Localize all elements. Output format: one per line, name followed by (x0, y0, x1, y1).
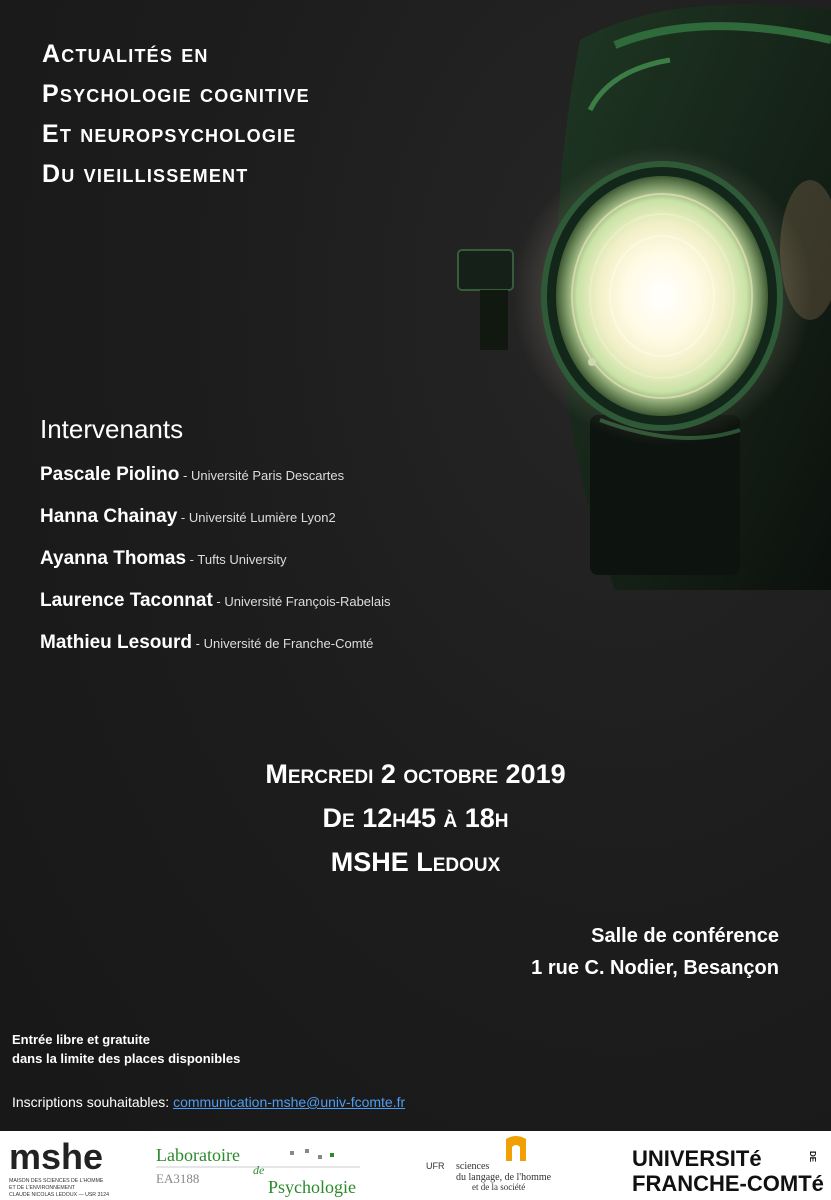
title-line: Psychologie cognitive (42, 80, 310, 108)
mshe-line3: CLAUDE NICOLAS LEDOUX — USR 3124 (9, 1192, 110, 1198)
title-line: Actualités en (42, 40, 209, 68)
speaker-item (40, 628, 540, 670)
ufr-line3: et de la société (472, 1182, 526, 1192)
mshe-logo (8, 1131, 128, 1200)
logo-bar (0, 1131, 831, 1200)
registration (12, 1094, 405, 1110)
mshe-line1: MAISON DES SCIENCES DE L'HOMME (9, 1178, 104, 1184)
venue-info (531, 920, 779, 984)
mshe-wordmark: mshe (9, 1136, 104, 1177)
speaker-item (40, 460, 540, 502)
lab-top: Laboratoire (156, 1145, 240, 1165)
ufc-line1: UNIVERSITé (632, 1146, 762, 1171)
registration-label: Inscriptions souhaitables: (12, 1094, 174, 1110)
event-title (42, 34, 562, 194)
event-time: De 12h45 à 18h (322, 803, 509, 833)
speaker-separator: - (177, 510, 189, 525)
speakers-heading: Intervenants (40, 414, 184, 444)
lab-de: de (253, 1163, 265, 1177)
lab-bottom: Psychologie (268, 1177, 356, 1197)
speaker-separator: - (212, 594, 225, 609)
speaker-affiliation: Université Paris Descartes (190, 468, 345, 483)
event-place: MSHE Ledoux (330, 847, 501, 877)
ufc-de: DE (808, 1151, 817, 1163)
registration-email-link[interactable]: communication-mshe@univ-fcomte.fr (173, 1094, 406, 1110)
entry-line: Entrée libre et gratuite (12, 1032, 150, 1047)
lab-psychologie-logo (150, 1131, 370, 1200)
speaker-name: Hanna Chainay (40, 506, 178, 527)
speaker-name: Ayanna Thomas (40, 548, 187, 569)
event-info (0, 752, 831, 884)
speaker-name: Mathieu Lesourd (40, 632, 193, 653)
speaker-separator: - (186, 552, 198, 567)
speaker-affiliation: Université François-Rabelais (224, 594, 391, 609)
lab-code: EA3188 (156, 1171, 200, 1186)
speaker-affiliation: Tufts University (197, 552, 287, 567)
speaker-affiliation: Université Lumière Lyon2 (188, 510, 336, 525)
mshe-line2: ET DE L'ENVIRONNEMENT (9, 1185, 76, 1191)
speaker-separator: - (192, 636, 204, 651)
ufr-line2: du langage, de l'homme (456, 1172, 552, 1183)
speaker-name: Laurence Taconnat (40, 590, 213, 611)
speaker-affiliation: Université de Franche-Comté (203, 636, 374, 651)
ufr-line1: sciences (456, 1161, 490, 1172)
ufc-logo (626, 1131, 828, 1200)
speaker-name: Pascale Piolino (40, 464, 180, 485)
speaker-separator: - (179, 468, 191, 483)
speaker-item (40, 544, 540, 586)
speaker-item (40, 586, 540, 628)
event-date: Mercredi 2 octobre 2019 (265, 759, 566, 789)
speakers-list (40, 460, 540, 670)
ufr-slhs-logo (424, 1131, 584, 1200)
ufc-line2: FRANCHE-COMTé (632, 1171, 824, 1196)
entry-note (12, 1030, 240, 1068)
venue-room: Salle de conférence (591, 925, 779, 947)
venue-address: 1 rue C. Nodier, Besançon (531, 957, 779, 979)
title-line: Et neuropsychologie (42, 120, 297, 148)
entry-line: dans la limite des places disponibles (12, 1051, 241, 1066)
title-line: Du vieillissement (42, 160, 249, 188)
ufr-prefix: UFR (426, 1161, 445, 1171)
speaker-item (40, 502, 540, 544)
